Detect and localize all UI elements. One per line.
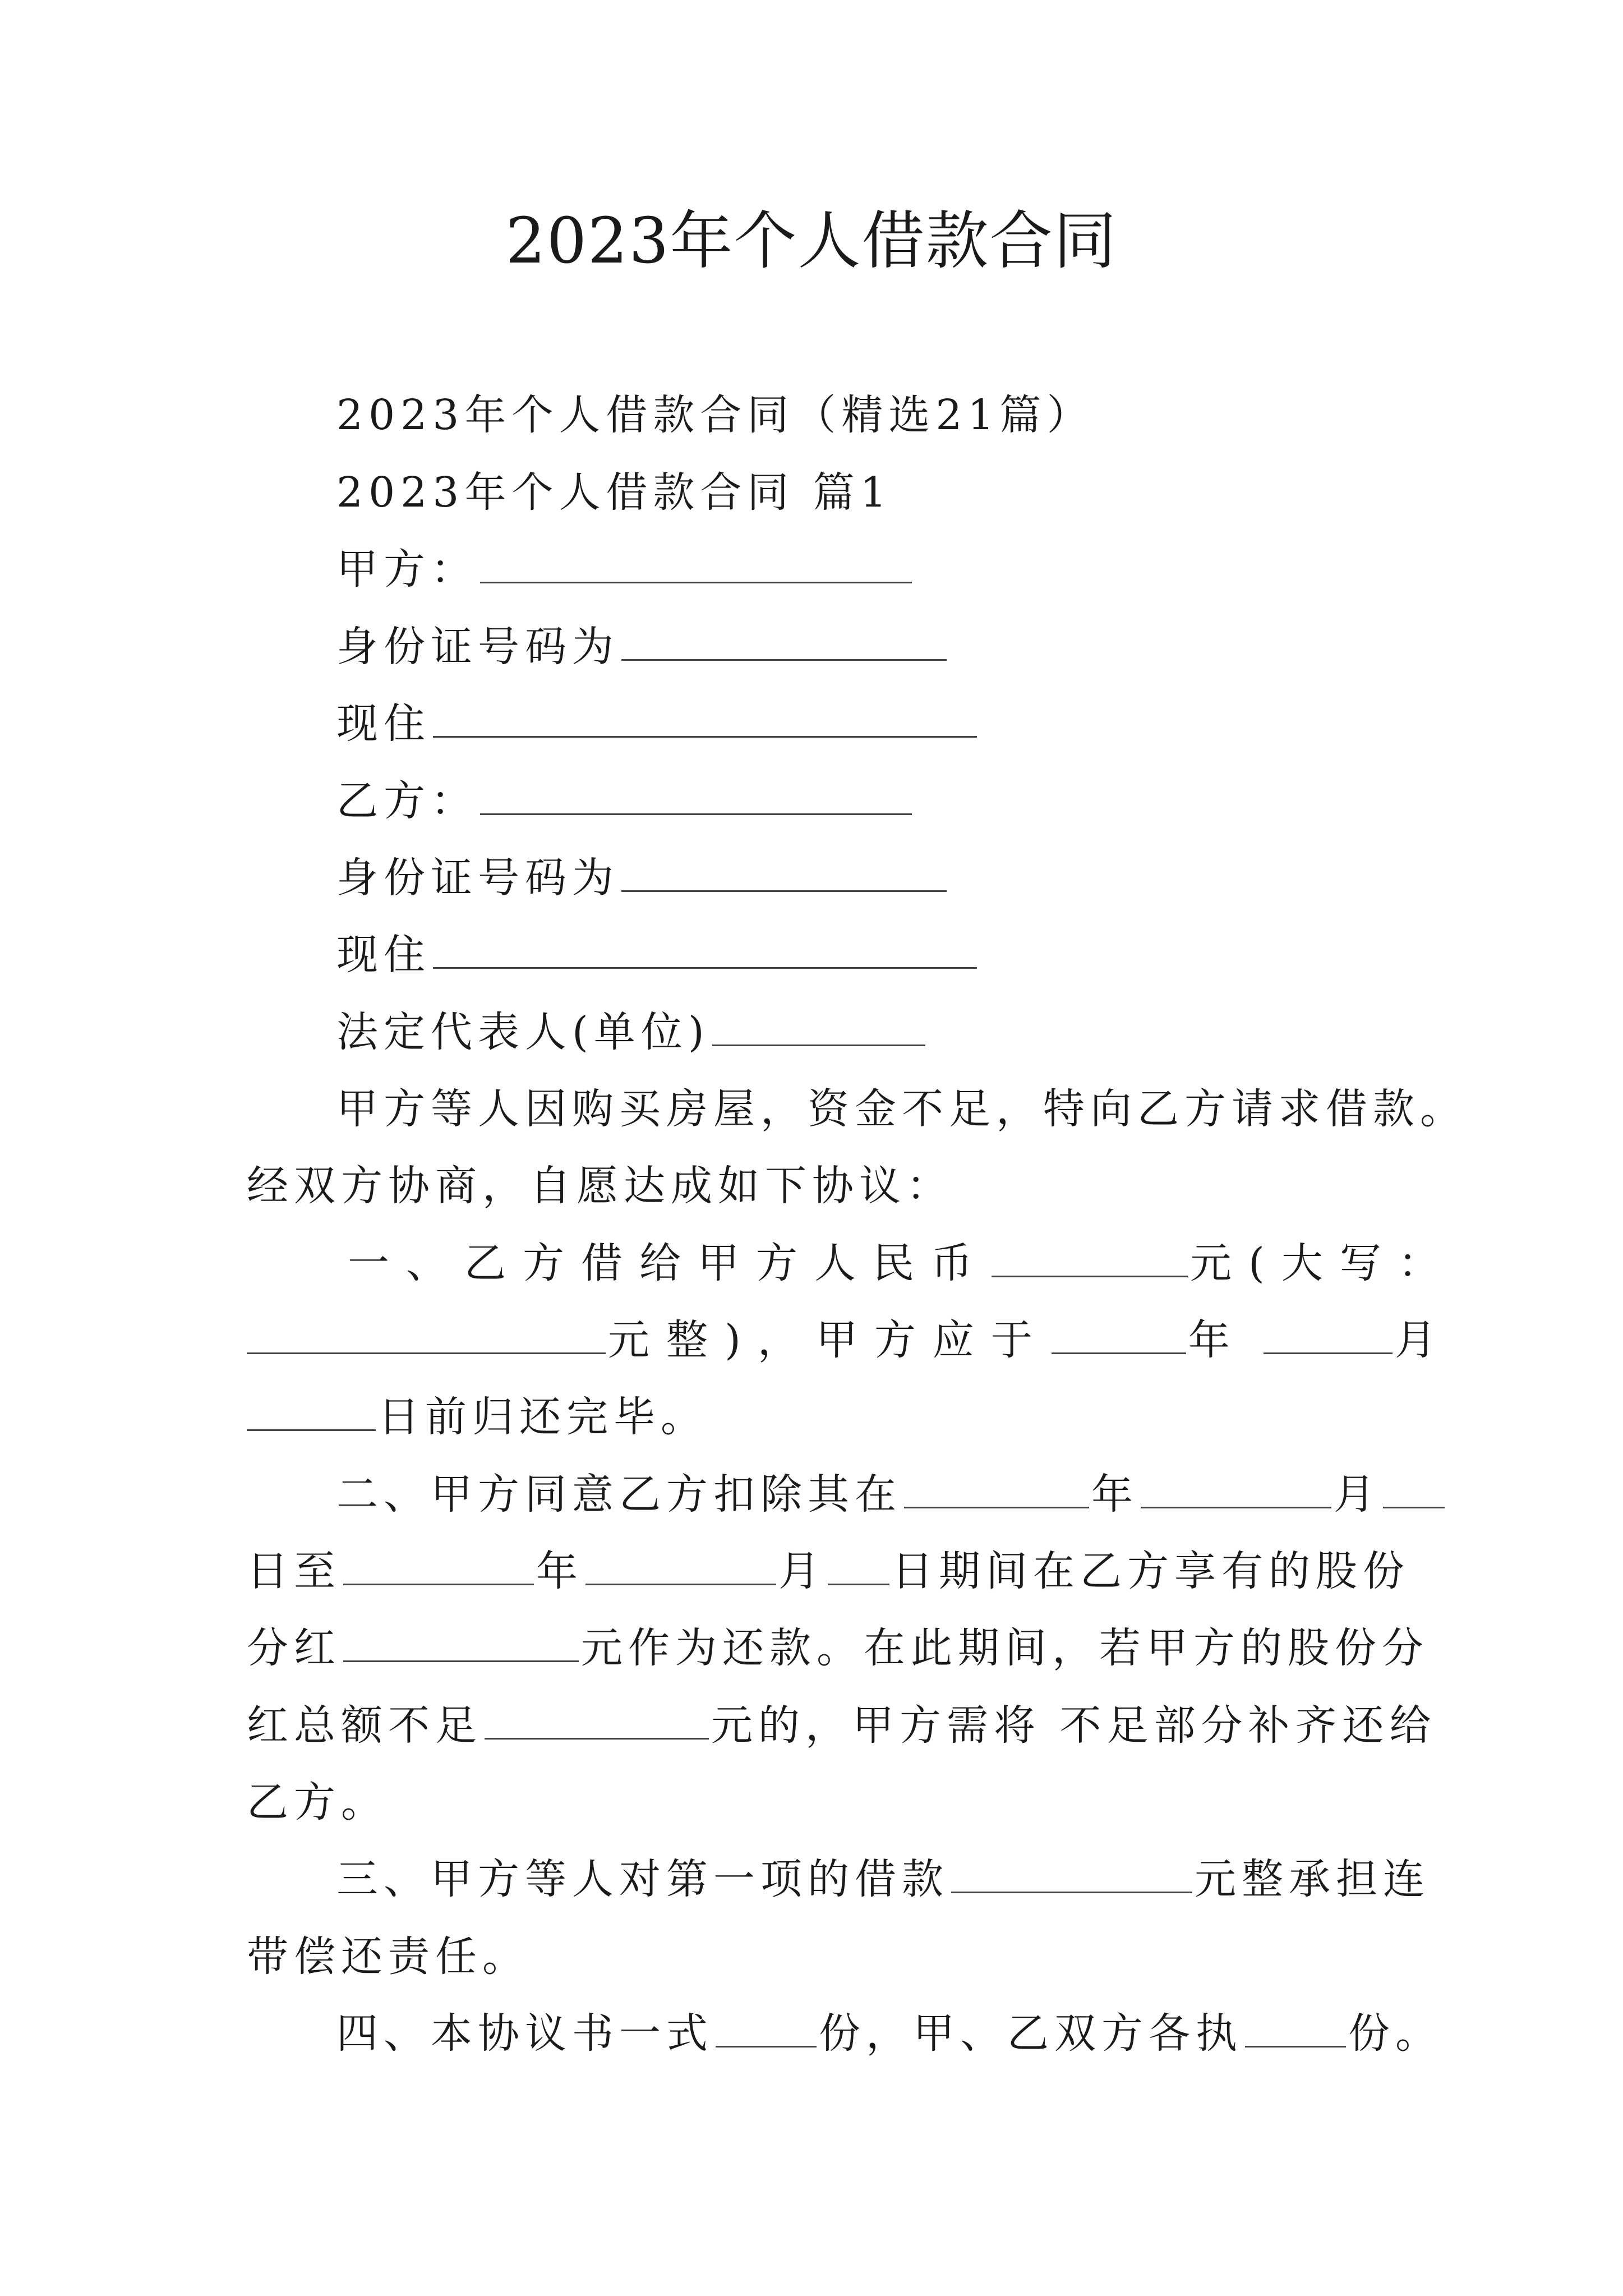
clause1-year-blank — [1052, 1313, 1186, 1354]
clause2-end-month-blank — [585, 1544, 776, 1585]
clause2-line-3 — [247, 1620, 1429, 1676]
section-heading: 2023年个人借款合同 篇1 — [336, 468, 892, 517]
party-b-address-label: 现住 — [336, 931, 431, 979]
party-a-label: 甲方： — [336, 545, 478, 593]
clause3-amount-blank — [951, 1852, 1192, 1893]
clause4-text-a: 四、本协议书一式 — [336, 2009, 713, 2058]
clause2-shortfall-blank — [485, 1699, 709, 1740]
clause2-dividend-blank — [343, 1621, 579, 1662]
clause2-start-year-blank — [904, 1467, 1089, 1508]
clause3-text-a: 三、甲方等人对第一项的借款 — [336, 1855, 949, 1903]
clause1-text-f: 日前归还完毕。 — [378, 1393, 708, 1441]
clause2-text-k: 元的，甲方需将 不足部分补齐还给 — [711, 1701, 1437, 1750]
clause4-each-blank — [1245, 2007, 1346, 2047]
clause2-line-4 — [247, 1697, 1437, 1754]
clause4-text-c: 份。 — [1348, 2009, 1442, 2058]
clause2-end-day-blank — [828, 1544, 889, 1585]
party-a-line — [336, 541, 914, 597]
clause4-copies-blank — [716, 2007, 817, 2047]
clause1-line-1 — [348, 1235, 1456, 1291]
intro-line-1: 甲方等人因购买房屋，资金不足，特向乙方请求借款。 — [336, 1085, 1467, 1133]
party-a-id-label: 身份证号码为 — [336, 623, 619, 671]
party-a-id-blank — [621, 620, 947, 661]
clause1-text-b: 元(大写： — [1190, 1239, 1456, 1287]
clause3-text-b: 元整承担连 — [1195, 1855, 1430, 1903]
legal-rep-blank — [712, 1005, 925, 1046]
clause4-line-1 — [336, 2005, 1442, 2062]
clause2-text-b: 年 — [1091, 1470, 1138, 1519]
clause2-text-a: 二、甲方同意乙方扣除其在 — [336, 1470, 902, 1519]
clause2-text-d: 日至 — [247, 1547, 341, 1595]
party-b-id-line — [336, 850, 949, 906]
clause1-month-blank — [1264, 1313, 1393, 1354]
legal-rep-line — [336, 1004, 928, 1060]
clause2-text-c: 月 — [1334, 1470, 1381, 1519]
intro-line-2: 经双方协商，自愿达成如下协议： — [247, 1162, 953, 1210]
party-a-address-label: 现住 — [336, 700, 431, 748]
clause1-text-c: 元整)，甲方应于 — [608, 1316, 1049, 1364]
clause2-line-1 — [336, 1466, 1447, 1522]
clause3-line-1 — [336, 1851, 1430, 1907]
clause2-text-f: 月 — [778, 1547, 826, 1595]
document-title: 2023年个人借款合同 — [505, 205, 1118, 278]
party-b-address-line — [336, 927, 979, 983]
party-a-address-blank — [433, 697, 977, 738]
clause2-start-day-blank — [1383, 1467, 1445, 1508]
clause2-text-j: 红总额不足 — [247, 1701, 482, 1750]
clause2-text-h: 分红 — [247, 1624, 341, 1672]
clause2-line-5: 乙方。 — [247, 1778, 388, 1826]
clause1-line-3 — [247, 1389, 708, 1445]
clause2-text-g: 日期间在乙方享有的股份 — [892, 1547, 1410, 1595]
party-b-label: 乙方： — [336, 777, 478, 825]
clause1-line-2 — [247, 1312, 1453, 1368]
clause1-text-a: 一、乙方借给甲方人民币 — [348, 1239, 989, 1287]
clause4-text-b: 份，甲、乙双方各执 — [819, 2009, 1243, 2058]
clause2-line-2 — [247, 1543, 1410, 1599]
clause1-capital-blank — [247, 1313, 606, 1354]
party-b-id-blank — [621, 851, 947, 892]
clause3-line-2: 带偿还责任。 — [247, 1932, 529, 1981]
party-a-id-line — [336, 619, 949, 675]
party-b-line — [336, 773, 914, 829]
party-b-blank — [480, 774, 912, 815]
subtitle: 2023年个人借款合同（精选21篇） — [336, 391, 1094, 439]
clause1-amount-blank — [992, 1236, 1188, 1277]
party-b-address-blank — [433, 928, 977, 969]
clause1-text-e: 月 — [1394, 1316, 1453, 1364]
clause2-text-e: 年 — [536, 1547, 583, 1595]
party-a-address-line — [336, 696, 979, 752]
clause2-start-month-blank — [1141, 1467, 1331, 1508]
clause2-text-i: 元作为还款。在此期间，若甲方的股份分 — [581, 1624, 1429, 1672]
legal-rep-label: 法定代表人(单位) — [336, 1008, 710, 1056]
clause2-end-year-blank — [343, 1544, 534, 1585]
party-b-id-label: 身份证号码为 — [336, 854, 619, 902]
clause1-text-d: 年 — [1188, 1316, 1247, 1364]
party-a-blank — [480, 542, 912, 583]
clause1-day-blank — [247, 1390, 376, 1431]
